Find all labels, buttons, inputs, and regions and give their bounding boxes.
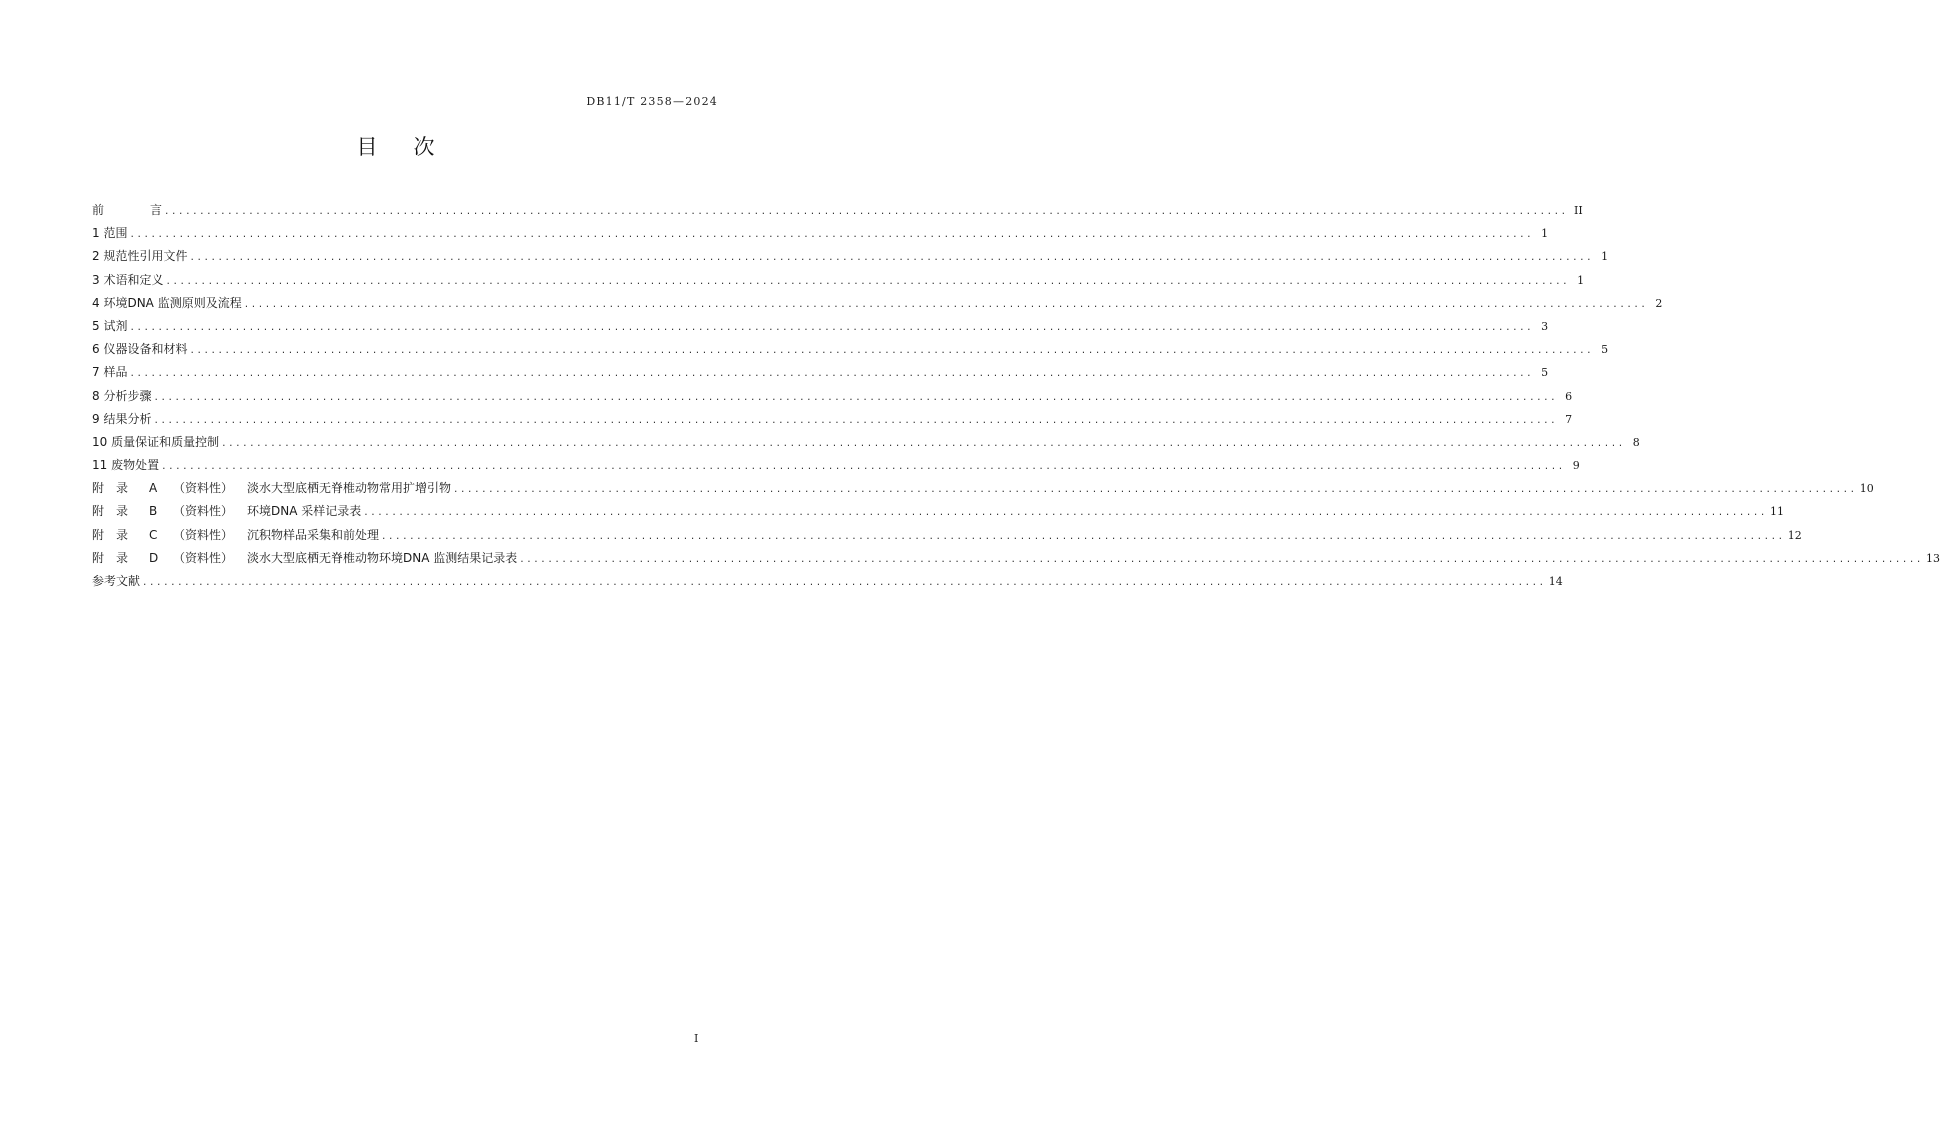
toc-leader-dots: ........................................................................................................................................................................................................ [243,299,1648,310]
toc-leader-dots: ........................................................................................................................................................................................................ [165,276,1570,287]
toc-leader-dots: ........................................................................................................................................................................................................ [164,207,1568,217]
toc-entry-normative-references[interactable] [92,245,1609,268]
toc-entry-label: 参考文献 [92,574,141,588]
toc-entry-page: 1 [1601,250,1609,264]
toc-entry-page: 14 [1548,575,1563,588]
toc-entry-label: 附 录 A （资料性） 淡水大型底栖无脊椎动物常用扩增引物 [92,481,452,496]
toc-leader-dots: ........................................................................................................................................................................................................ [363,508,1767,519]
toc-entry-result-analysis[interactable] [92,408,1573,431]
toc-entry-page: II [1574,204,1583,217]
toc-entry-page: 9 [1572,459,1580,473]
toc-leader-dots: ........................................................................................................................................................................................................ [129,369,1534,380]
toc-entry-label: 2 规范性引用文件 [92,249,188,264]
toc-title-char-1: 目 [356,135,380,159]
toc-entry-analysis-steps[interactable] [92,385,1573,408]
toc-entry-page: 5 [1601,343,1609,357]
toc-entry-label: 5 试剂 [92,318,128,333]
toc-leader-dots: ........................................................................................................................................................................................................ [519,554,1923,565]
toc-leader-dots: ........................................................................................................................................................................................................ [153,415,1558,426]
toc-entry-appendix-a[interactable] [92,477,1874,500]
toc-entry-label: 附 录 D （资料性） 淡水大型底栖无脊椎动物环境DNA 监测结果记录表 [92,550,518,565]
toc-entry-page: 10 [1859,482,1874,496]
toc-leader-dots: ........................................................................................................................................................................................................ [153,392,1558,403]
toc-entry-reagents[interactable] [92,315,1549,338]
toc-entry-label: 10 质量保证和质量控制 [92,434,220,449]
toc-entry-page: 2 [1655,296,1663,310]
toc-entry-page: 1 [1577,273,1585,287]
toc-leader-dots: ........................................................................................................................................................................................................ [189,253,1594,264]
toc-entry-page: 5 [1541,366,1549,380]
toc-title-char-2: 次 [413,135,437,159]
toc-entry-page: 12 [1787,528,1802,542]
toc-entry-label: 11 废物处置 [92,458,160,473]
toc-leader-dots: ........................................................................................................................................................................................................ [129,322,1534,333]
toc-entry-terms-definitions[interactable] [92,269,1585,292]
toc-leader-dots: ........................................................................................................................................................................................................ [453,485,1857,496]
toc-entry-label: 附 录 C （资料性） 沉积物样品采集和前处理 [92,527,380,542]
toc-leader-dots: ........................................................................................................................................................................................................ [161,462,1565,473]
toc-entry-page: 1 [1541,227,1549,241]
toc-leader-dots: ........................................................................................................................................................................................................ [221,438,1625,449]
toc-entry-label: 1 范围 [92,226,128,241]
toc-entry-label: 附 录 B （资料性） 环境DNA 采样记录表 [92,504,362,519]
toc-entry-equipment[interactable] [92,338,1609,361]
toc-entry-references[interactable] [92,570,1563,593]
toc-entry-page: 8 [1632,435,1640,449]
toc-entry-label: 6 仪器设备和材料 [92,342,188,357]
toc-entry-label: 7 样品 [92,365,128,380]
toc-entry-page: 11 [1769,505,1784,519]
toc-entry-foreword[interactable] [92,199,1583,222]
toc-entry-samples[interactable] [92,361,1549,384]
toc-leader-dots: ........................................................................................................................................................................................................ [142,578,1546,588]
toc-entry-waste-disposal[interactable] [92,454,1580,477]
toc-entry-page: 3 [1541,319,1549,333]
toc-entry-label: 8 分析步骤 [92,388,152,403]
toc-entry-label: 前 言 [92,203,163,217]
toc-entry-scope[interactable] [92,222,1549,245]
toc-entry-appendix-c[interactable] [92,524,1802,547]
toc-entry-label: 3 术语和定义 [92,272,164,287]
toc-list [92,199,1940,593]
toc-title [0,131,793,161]
toc-entry-quality-control[interactable] [92,431,1640,454]
toc-entry-page: 6 [1565,389,1573,403]
toc-leader-dots: ........................................................................................................................................................................................................ [189,346,1594,357]
page-number: I [694,1032,699,1045]
toc-entry-label: 4 环境DNA 监测原则及流程 [92,295,242,310]
toc-entry-page: 7 [1565,412,1573,426]
toc-entry-label: 9 结果分析 [92,411,152,426]
document-code: DB11/T 2358—2024 [586,95,718,108]
toc-leader-dots: ........................................................................................................................................................................................................ [381,531,1785,542]
toc-entry-appendix-d[interactable] [92,547,1940,570]
toc-entry-appendix-b[interactable] [92,500,1784,523]
toc-leader-dots: ........................................................................................................................................................................................................ [129,230,1534,241]
toc-entry-page: 13 [1925,551,1940,565]
toc-entry-principles-process[interactable] [92,292,1663,315]
